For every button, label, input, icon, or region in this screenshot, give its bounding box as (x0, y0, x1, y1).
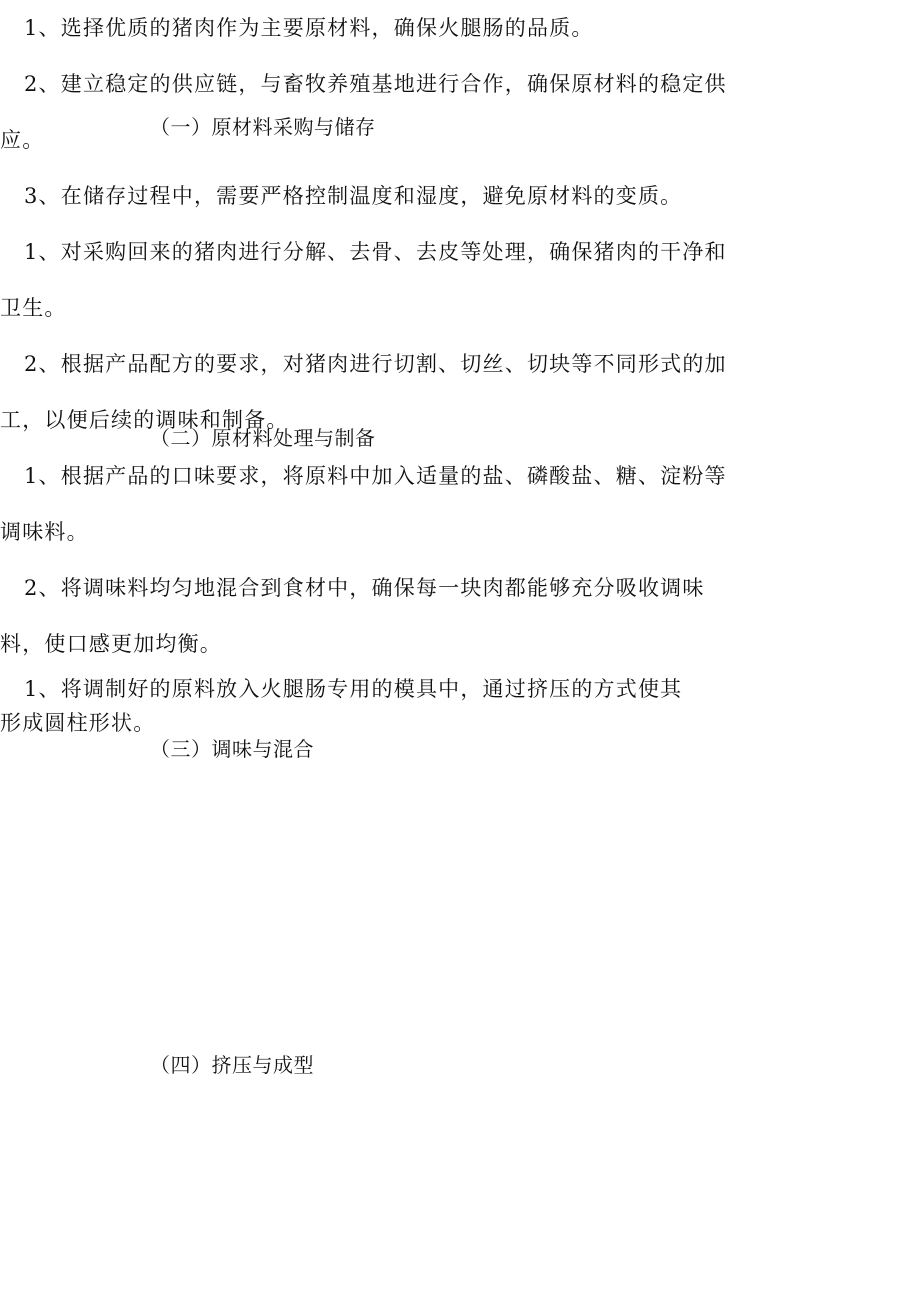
section-heading: （二）原材料处理与制备 (150, 426, 376, 450)
paragraph: 2、将调味料均匀地混合到食材中，确保每一块肉都能够充分吸收调味料，使口感更加均衡。 (0, 576, 705, 656)
paragraph: 1、对采购回来的猪肉进行分解、去骨、去皮等处理，确保猪肉的干净和卫生。 (0, 240, 727, 320)
section-heading: （三）调味与混合 (150, 737, 314, 761)
paragraph: 2、根据产品配方的要求，对猪肉进行切割、切丝、切块等不同形式的加工，以便后续的调味和制备。 (0, 352, 727, 432)
section-heading: （四）挤压与成型 (150, 1053, 314, 1077)
paragraph: 1、根据产品的口味要求，将原料中加入适量的盐、磷酸盐、糖、淀粉等调味料。 (0, 464, 727, 544)
section-heading: （一）原材料采购与储存 (150, 115, 376, 139)
paragraph: 3、在储存过程中，需要严格控制温度和湿度，避免原材料的变质。 (24, 184, 683, 208)
paragraph: 1、选择优质的猪肉作为主要原材料，确保火腿肠的品质。 (24, 16, 594, 40)
paragraph: 1、将调制好的原料放入火腿肠专用的模具中，通过挤压的方式使其形成圆柱形状。 (0, 677, 683, 735)
paragraph: 2、建立稳定的供应链，与畜牧养殖基地进行合作，确保原材料的稳定供应。 (0, 72, 727, 152)
